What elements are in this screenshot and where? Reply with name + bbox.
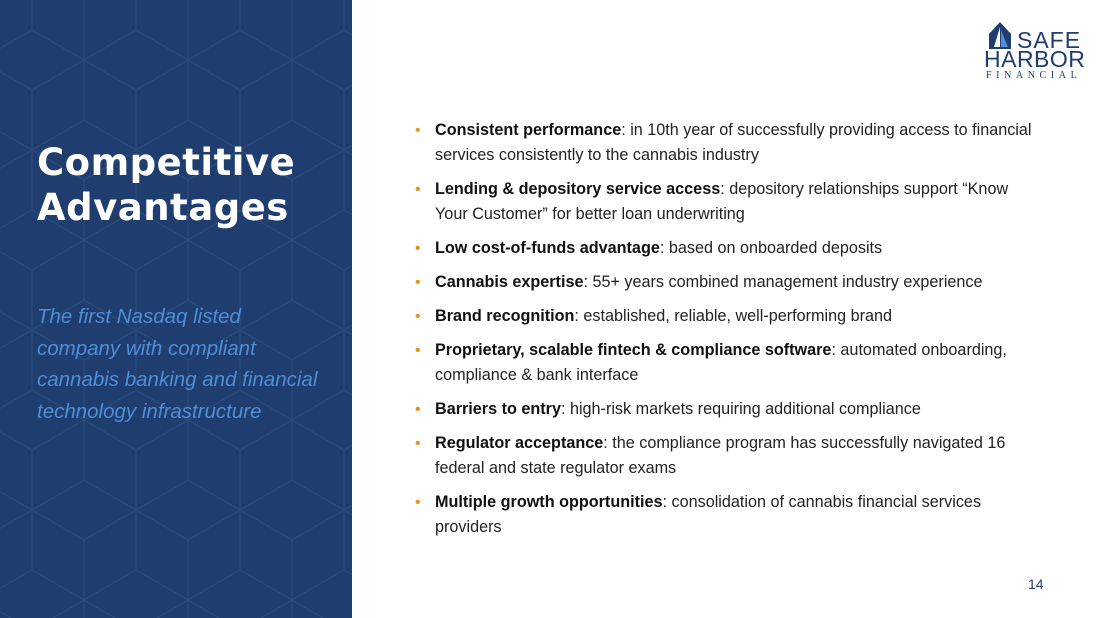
bullet-heading: Regulator acceptance: [435, 434, 604, 452]
bullet-heading: Low cost-of-funds advantage: [435, 239, 660, 257]
bullet-dot: •: [415, 342, 421, 359]
list-item: [415, 490, 1035, 540]
bullet-dot: •: [415, 308, 421, 325]
logo-word-harbor: HARBOR: [984, 46, 1086, 72]
bullet-text: : the compliance program has successfully navigated 16 federal and state regulator exams: [435, 434, 1006, 477]
bullet-heading: Consistent performance: [435, 121, 622, 139]
list-item: [415, 397, 1035, 422]
bullet-dot: •: [415, 401, 421, 418]
list-item: [415, 270, 1035, 295]
list-item: [415, 431, 1035, 481]
subtitle: The first Nasdaq listed company with compliant cannabis banking and financial technology infrastructure: [37, 305, 318, 423]
logo-word-safe: SAFE: [1017, 27, 1082, 53]
bullet-heading: Barriers to entry: [435, 400, 561, 418]
bullet-text: : depository relationships support “Know Your Customer” for better loan underwriting: [435, 180, 1009, 223]
bullet-heading: Multiple growth opportunities: [435, 493, 663, 511]
bullet-text: : automated onboarding, compliance & bank interface: [435, 341, 1007, 384]
bullet-heading: Proprietary, scalable fintech & compliance software: [435, 341, 832, 359]
bullet-heading: Cannabis expertise: [435, 273, 584, 291]
list-item: [415, 236, 1035, 261]
bullet-dot: •: [415, 494, 421, 511]
list-item: [415, 338, 1035, 388]
bullet-text: : based on onboarded deposits: [659, 239, 883, 257]
bullet-dot: •: [415, 274, 421, 291]
bullet-dot: •: [415, 435, 421, 452]
bullet-text: : high-risk markets requiring additional compliance: [560, 400, 921, 418]
list-item: [415, 177, 1035, 227]
bullet-text: : 55+ years combined management industry experience: [583, 273, 983, 291]
page-number: 14: [1028, 576, 1044, 592]
title-line-1: Competitive: [37, 141, 296, 184]
page-title: [37, 140, 295, 230]
advantages-list: [415, 118, 1035, 549]
bullet-text: : established, reliable, well-performing brand: [574, 307, 893, 325]
bullet-text: : consolidation of cannabis financial services providers: [435, 493, 982, 536]
logo-word-financial: FINANCIAL: [986, 70, 1082, 81]
list-item: [415, 118, 1035, 168]
title-line-2: Advantages: [37, 186, 289, 229]
bullet-heading: Lending & depository service access: [435, 180, 721, 198]
bullet-dot: •: [415, 181, 421, 198]
bullet-text: : in 10th year of successfully providing access to financial services consistently to the cannabis industry: [435, 121, 1032, 164]
list-item: [415, 304, 1035, 329]
left-panel: [0, 0, 352, 618]
bullet-dot: •: [415, 240, 421, 257]
bullet-dot: •: [415, 122, 421, 139]
company-logo: [984, 22, 1086, 82]
bullet-heading: Brand recognition: [435, 307, 575, 325]
